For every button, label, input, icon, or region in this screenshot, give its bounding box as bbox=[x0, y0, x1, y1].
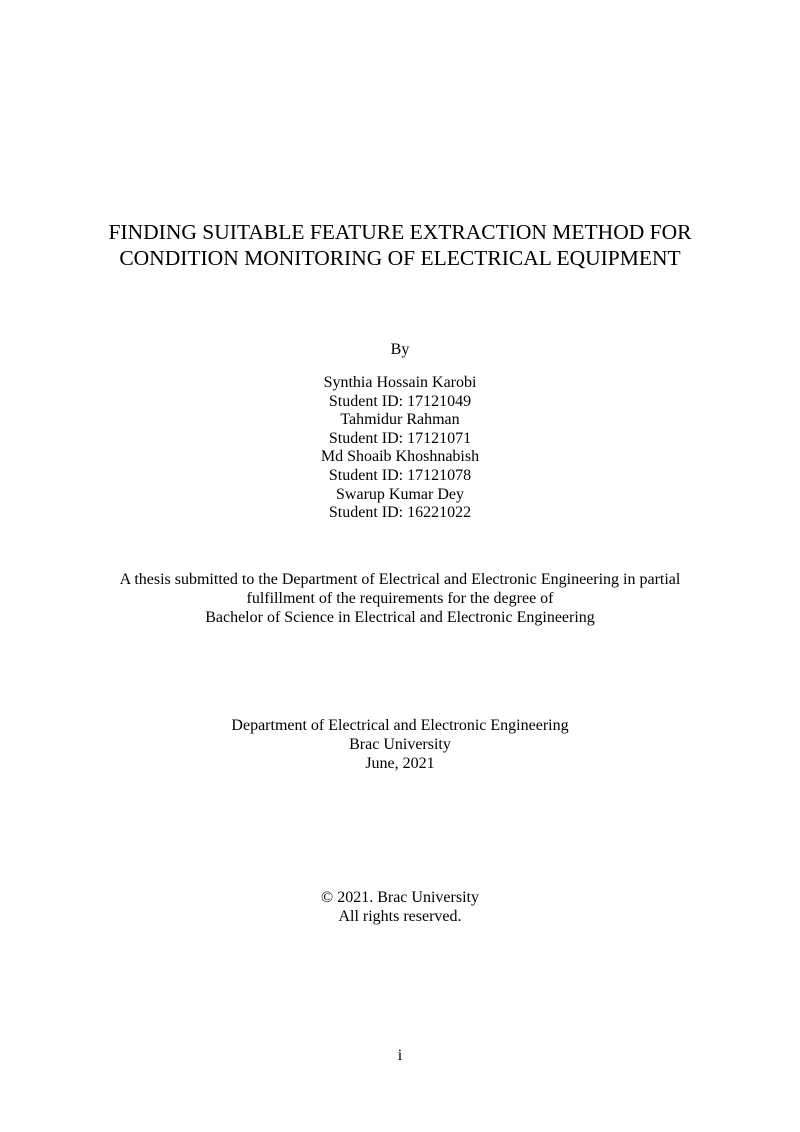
rights-reserved: All rights reserved. bbox=[338, 908, 462, 925]
copyright-notice: © 2021. Brac University bbox=[321, 889, 479, 906]
author-name: Md Shoaib Khoshnabish bbox=[320, 448, 480, 466]
thesis-statement-line-2: fulfillment of the requirements for the degree of bbox=[246, 590, 554, 607]
author-student-id: Student ID: 17121078 bbox=[328, 466, 472, 484]
author-student-id: Student ID: 17121071 bbox=[328, 429, 472, 447]
author-student-id: Student ID: 16221022 bbox=[328, 504, 472, 522]
thesis-title-line-1: FINDING SUITABLE FEATURE EXTRACTION METHOD FOR bbox=[108, 220, 692, 244]
thesis-statement-line-3: Bachelor of Science in Electrical and Electronic Engineering bbox=[205, 609, 595, 626]
thesis-statement bbox=[0, 570, 800, 627]
thesis-statement-line-1: A thesis submitted to the Department of Electrical and Electronic Engineering in partial bbox=[119, 571, 681, 588]
university-name: Brac University bbox=[349, 736, 451, 753]
by-label bbox=[0, 340, 800, 360]
department-name: Department of Electrical and Electronic Engineering bbox=[231, 717, 569, 734]
copyright-block bbox=[0, 888, 800, 926]
author-student-id: Student ID: 17121049 bbox=[328, 392, 472, 410]
author-list bbox=[0, 374, 800, 523]
author-name: Swarup Kumar Dey bbox=[336, 485, 464, 503]
page-number bbox=[0, 1046, 800, 1066]
thesis-title bbox=[0, 219, 800, 271]
affiliation bbox=[0, 716, 800, 773]
author-name: Synthia Hossain Karobi bbox=[323, 374, 477, 391]
submission-date: June, 2021 bbox=[365, 755, 435, 772]
page-number-text: i bbox=[397, 1047, 403, 1064]
by-text: By bbox=[390, 341, 410, 358]
thesis-title-line-2: CONDITION MONITORING OF ELECTRICAL EQUIPMENT bbox=[119, 246, 681, 270]
author-name: Tahmidur Rahman bbox=[340, 411, 460, 429]
